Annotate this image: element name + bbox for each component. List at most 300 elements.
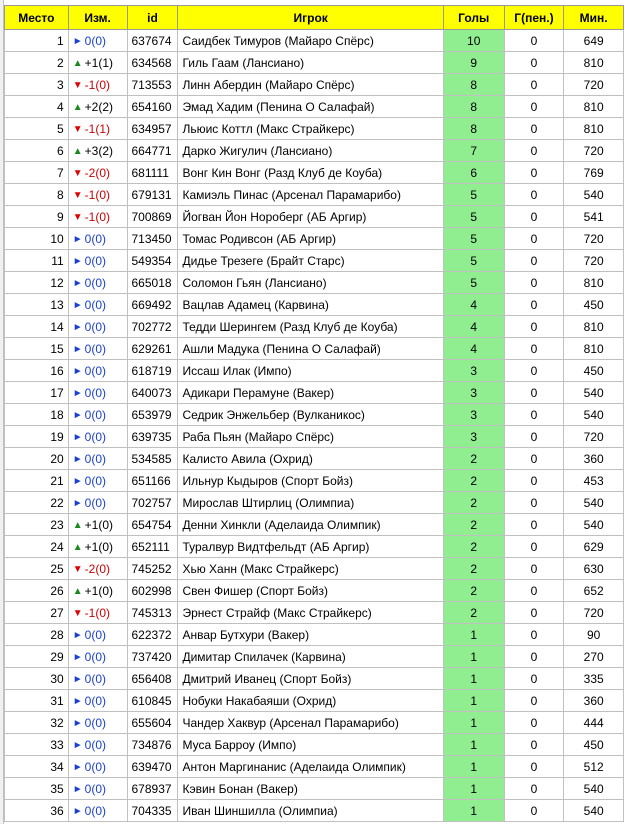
cell-player[interactable]: Йогван Йон Нороберг (АБ Аргир) [178, 206, 443, 228]
cell-pen[interactable]: 0 [504, 140, 564, 162]
cell-change[interactable] [68, 712, 127, 734]
cell-min[interactable]: 629 [564, 536, 624, 558]
cell-min[interactable]: 630 [564, 558, 624, 580]
cell-pen[interactable]: 0 [504, 118, 564, 140]
table-row[interactable] [5, 184, 624, 206]
cell-id[interactable]: 629261 [127, 338, 178, 360]
cell-id[interactable]: 702757 [127, 492, 178, 514]
cell-pen[interactable]: 0 [504, 206, 564, 228]
cell-min[interactable]: 540 [564, 404, 624, 426]
table-row[interactable] [5, 470, 624, 492]
cell-id[interactable]: 653979 [127, 404, 178, 426]
cell-min[interactable]: 810 [564, 118, 624, 140]
cell-change[interactable] [68, 492, 127, 514]
cell-change[interactable] [68, 404, 127, 426]
cell-pen[interactable]: 0 [504, 52, 564, 74]
cell-goals[interactable]: 10 [443, 30, 504, 52]
cell-min[interactable]: 90 [564, 624, 624, 646]
cell-place[interactable]: 8 [5, 184, 69, 206]
cell-goals[interactable]: 4 [443, 294, 504, 316]
cell-goals[interactable]: 2 [443, 514, 504, 536]
cell-pen[interactable]: 0 [504, 624, 564, 646]
cell-min[interactable]: 270 [564, 646, 624, 668]
cell-change[interactable] [68, 30, 127, 52]
cell-place[interactable]: 5 [5, 118, 69, 140]
table-row[interactable] [5, 756, 624, 778]
cell-change[interactable] [68, 734, 127, 756]
cell-pen[interactable]: 0 [504, 470, 564, 492]
cell-goals[interactable]: 5 [443, 228, 504, 250]
cell-id[interactable]: 702772 [127, 316, 178, 338]
cell-id[interactable]: 679131 [127, 184, 178, 206]
cell-place[interactable]: 13 [5, 294, 69, 316]
cell-pen[interactable]: 0 [504, 250, 564, 272]
cell-player[interactable]: Томас Родивсон (АБ Аргир) [178, 228, 443, 250]
cell-change[interactable] [68, 382, 127, 404]
cell-place[interactable]: 20 [5, 448, 69, 470]
cell-id[interactable]: 656408 [127, 668, 178, 690]
cell-pen[interactable]: 0 [504, 646, 564, 668]
cell-goals[interactable]: 5 [443, 184, 504, 206]
cell-place[interactable]: 9 [5, 206, 69, 228]
cell-pen[interactable]: 0 [504, 382, 564, 404]
cell-player[interactable]: Хью Ханн (Макс Страйкерс) [178, 558, 443, 580]
cell-id[interactable]: 637674 [127, 30, 178, 52]
cell-id[interactable]: 700869 [127, 206, 178, 228]
cell-id[interactable]: 534585 [127, 448, 178, 470]
cell-change[interactable] [68, 646, 127, 668]
cell-change[interactable] [68, 602, 127, 624]
cell-min[interactable]: 360 [564, 690, 624, 712]
cell-pen[interactable]: 0 [504, 272, 564, 294]
cell-pen[interactable]: 0 [504, 338, 564, 360]
cell-player[interactable]: Тедди Шерингем (Разд Клуб де Коуба) [178, 316, 443, 338]
table-row[interactable] [5, 30, 624, 52]
cell-id[interactable]: 737420 [127, 646, 178, 668]
cell-change[interactable] [68, 778, 127, 800]
cell-min[interactable]: 360 [564, 448, 624, 470]
cell-goals[interactable]: 1 [443, 712, 504, 734]
cell-goals[interactable]: 3 [443, 382, 504, 404]
cell-pen[interactable]: 0 [504, 96, 564, 118]
cell-player[interactable]: Дидье Трезеге (Брайт Старс) [178, 250, 443, 272]
cell-player[interactable]: Эрнест Страйф (Макс Страйкерс) [178, 602, 443, 624]
cell-change[interactable] [68, 668, 127, 690]
cell-min[interactable]: 540 [564, 778, 624, 800]
cell-goals[interactable]: 1 [443, 800, 504, 822]
cell-min[interactable]: 810 [564, 52, 624, 74]
cell-id[interactable]: 652111 [127, 536, 178, 558]
cell-change[interactable] [68, 74, 127, 96]
table-row[interactable] [5, 734, 624, 756]
cell-min[interactable]: 810 [564, 338, 624, 360]
cell-pen[interactable]: 0 [504, 162, 564, 184]
cell-min[interactable]: 540 [564, 514, 624, 536]
cell-place[interactable]: 14 [5, 316, 69, 338]
cell-place[interactable]: 33 [5, 734, 69, 756]
cell-player[interactable]: Чандер Хаквур (Арсенал Парамарибо) [178, 712, 443, 734]
cell-place[interactable]: 36 [5, 800, 69, 822]
cell-place[interactable]: 19 [5, 426, 69, 448]
cell-player[interactable]: Туралвур Видтфельдт (АБ Аргир) [178, 536, 443, 558]
cell-place[interactable]: 6 [5, 140, 69, 162]
table-row[interactable] [5, 690, 624, 712]
cell-player[interactable]: Дмитрий Иванец (Спорт Бойз) [178, 668, 443, 690]
cell-id[interactable]: 734876 [127, 734, 178, 756]
cell-id[interactable]: 713450 [127, 228, 178, 250]
cell-place[interactable]: 4 [5, 96, 69, 118]
cell-goals[interactable]: 5 [443, 206, 504, 228]
cell-change[interactable] [68, 250, 127, 272]
cell-pen[interactable]: 0 [504, 316, 564, 338]
header-min[interactable]: Мин. [564, 6, 624, 30]
cell-place[interactable]: 15 [5, 338, 69, 360]
cell-player[interactable]: Иван Шиншилла (Олимпиа) [178, 800, 443, 822]
header-place[interactable]: Место [5, 6, 69, 30]
cell-goals[interactable]: 1 [443, 690, 504, 712]
cell-id[interactable]: 664771 [127, 140, 178, 162]
cell-change[interactable] [68, 536, 127, 558]
cell-min[interactable]: 540 [564, 184, 624, 206]
cell-player[interactable]: Ашли Мадука (Пенина О Салафай) [178, 338, 443, 360]
cell-goals[interactable]: 2 [443, 492, 504, 514]
cell-id[interactable]: 549354 [127, 250, 178, 272]
header-pen[interactable]: Г(пен.) [504, 6, 564, 30]
table-row[interactable] [5, 382, 624, 404]
cell-goals[interactable]: 2 [443, 470, 504, 492]
cell-place[interactable]: 31 [5, 690, 69, 712]
cell-change[interactable] [68, 316, 127, 338]
cell-pen[interactable]: 0 [504, 426, 564, 448]
cell-pen[interactable]: 0 [504, 74, 564, 96]
table-row[interactable] [5, 448, 624, 470]
cell-goals[interactable]: 2 [443, 536, 504, 558]
cell-pen[interactable]: 0 [504, 404, 564, 426]
cell-pen[interactable]: 0 [504, 360, 564, 382]
cell-pen[interactable]: 0 [504, 558, 564, 580]
cell-player[interactable]: Соломон Гьян (Лансиано) [178, 272, 443, 294]
cell-min[interactable]: 512 [564, 756, 624, 778]
cell-min[interactable]: 810 [564, 272, 624, 294]
cell-pen[interactable]: 0 [504, 580, 564, 602]
cell-min[interactable]: 720 [564, 74, 624, 96]
cell-change[interactable] [68, 118, 127, 140]
cell-min[interactable]: 450 [564, 360, 624, 382]
cell-goals[interactable]: 3 [443, 360, 504, 382]
cell-place[interactable]: 7 [5, 162, 69, 184]
cell-goals[interactable]: 9 [443, 52, 504, 74]
cell-change[interactable] [68, 558, 127, 580]
cell-change[interactable] [68, 514, 127, 536]
table-row[interactable] [5, 492, 624, 514]
table-row[interactable] [5, 800, 624, 822]
cell-id[interactable]: 678937 [127, 778, 178, 800]
header-id[interactable]: id [127, 6, 178, 30]
cell-goals[interactable]: 3 [443, 426, 504, 448]
cell-place[interactable]: 2 [5, 52, 69, 74]
cell-id[interactable]: 654754 [127, 514, 178, 536]
cell-pen[interactable]: 0 [504, 184, 564, 206]
cell-id[interactable]: 745313 [127, 602, 178, 624]
cell-min[interactable]: 450 [564, 294, 624, 316]
table-row[interactable] [5, 602, 624, 624]
cell-goals[interactable]: 3 [443, 404, 504, 426]
cell-pen[interactable]: 0 [504, 668, 564, 690]
cell-player[interactable]: Антон Маргинанис (Аделаида Олимпик) [178, 756, 443, 778]
cell-pen[interactable]: 0 [504, 536, 564, 558]
cell-place[interactable]: 10 [5, 228, 69, 250]
table-row[interactable] [5, 536, 624, 558]
cell-goals[interactable]: 4 [443, 338, 504, 360]
table-row[interactable] [5, 140, 624, 162]
table-row[interactable] [5, 624, 624, 646]
cell-player[interactable]: Димитар Спилачек (Карвина) [178, 646, 443, 668]
cell-change[interactable] [68, 52, 127, 74]
cell-change[interactable] [68, 294, 127, 316]
arrow-right-icon: ► [72, 365, 83, 377]
cell-place[interactable]: 16 [5, 360, 69, 382]
cell-id[interactable]: 654160 [127, 96, 178, 118]
cell-id[interactable]: 669492 [127, 294, 178, 316]
cell-change[interactable] [68, 338, 127, 360]
cell-min[interactable]: 720 [564, 426, 624, 448]
cell-min[interactable]: 450 [564, 734, 624, 756]
cell-min[interactable]: 540 [564, 492, 624, 514]
table-row[interactable] [5, 668, 624, 690]
cell-player[interactable]: Кэвин Бонан (Вакер) [178, 778, 443, 800]
cell-id[interactable]: 681111 [127, 162, 178, 184]
cell-change[interactable] [68, 448, 127, 470]
cell-id[interactable]: 745252 [127, 558, 178, 580]
cell-pen[interactable]: 0 [504, 800, 564, 822]
cell-place[interactable]: 3 [5, 74, 69, 96]
cell-place[interactable]: 22 [5, 492, 69, 514]
cell-place[interactable]: 21 [5, 470, 69, 492]
cell-change[interactable] [68, 162, 127, 184]
arrow-up-icon: ▲ [72, 541, 83, 553]
cell-min[interactable]: 541 [564, 206, 624, 228]
cell-change[interactable] [68, 360, 127, 382]
cell-pen[interactable]: 0 [504, 514, 564, 536]
cell-id[interactable]: 634957 [127, 118, 178, 140]
cell-id[interactable]: 622372 [127, 624, 178, 646]
cell-player[interactable]: Вацлав Адамец (Карвина) [178, 294, 443, 316]
cell-change[interactable] [68, 228, 127, 250]
table-row[interactable] [5, 228, 624, 250]
cell-goals[interactable]: 8 [443, 74, 504, 96]
cell-min[interactable]: 453 [564, 470, 624, 492]
cell-id[interactable]: 639470 [127, 756, 178, 778]
cell-change[interactable] [68, 140, 127, 162]
cell-goals[interactable]: 4 [443, 316, 504, 338]
cell-change[interactable] [68, 800, 127, 822]
table-row[interactable] [5, 338, 624, 360]
cell-place[interactable]: 30 [5, 668, 69, 690]
cell-player[interactable]: Муса Барроу (Импо) [178, 734, 443, 756]
cell-pen[interactable]: 0 [504, 30, 564, 52]
change-value: 0(0) [84, 276, 107, 291]
cell-pen[interactable]: 0 [504, 448, 564, 470]
cell-change[interactable] [68, 96, 127, 118]
cell-goals[interactable]: 6 [443, 162, 504, 184]
cell-place[interactable]: 24 [5, 536, 69, 558]
cell-change[interactable] [68, 184, 127, 206]
table-row[interactable] [5, 316, 624, 338]
cell-place[interactable]: 17 [5, 382, 69, 404]
cell-change[interactable] [68, 580, 127, 602]
cell-player[interactable]: Дарко Жигулич (Лансиано) [178, 140, 443, 162]
cell-player[interactable]: Нобуки Накабаяши (Охрид) [178, 690, 443, 712]
cell-place[interactable]: 32 [5, 712, 69, 734]
cell-place[interactable]: 26 [5, 580, 69, 602]
cell-min[interactable]: 810 [564, 96, 624, 118]
cell-goals[interactable]: 1 [443, 756, 504, 778]
cell-place[interactable]: 18 [5, 404, 69, 426]
cell-player[interactable]: Саидбек Тимуров (Майаро Спёрс) [178, 30, 443, 52]
cell-goals[interactable]: 1 [443, 778, 504, 800]
cell-pen[interactable]: 0 [504, 492, 564, 514]
cell-pen[interactable]: 0 [504, 734, 564, 756]
cell-goals[interactable]: 2 [443, 602, 504, 624]
table-row[interactable] [5, 404, 624, 426]
cell-id[interactable]: 634568 [127, 52, 178, 74]
cell-player[interactable]: Гиль Гаам (Лансиано) [178, 52, 443, 74]
cell-pen[interactable]: 0 [504, 756, 564, 778]
cell-change[interactable] [68, 206, 127, 228]
table-row[interactable] [5, 118, 624, 140]
cell-id[interactable]: 618719 [127, 360, 178, 382]
cell-change[interactable] [68, 272, 127, 294]
cell-change[interactable] [68, 690, 127, 712]
cell-player[interactable]: Вонг Кин Вонг (Разд Клуб де Коуба) [178, 162, 443, 184]
table-row[interactable] [5, 580, 624, 602]
cell-player[interactable]: Денни Хинкли (Аделаида Олимпик) [178, 514, 443, 536]
cell-goals[interactable]: 2 [443, 448, 504, 470]
cell-place[interactable]: 27 [5, 602, 69, 624]
cell-change[interactable] [68, 624, 127, 646]
cell-pen[interactable]: 0 [504, 228, 564, 250]
cell-goals[interactable]: 1 [443, 668, 504, 690]
cell-player[interactable]: Иссаш Илак (Импо) [178, 360, 443, 382]
cell-pen[interactable]: 0 [504, 690, 564, 712]
cell-min[interactable]: 540 [564, 382, 624, 404]
cell-goals[interactable]: 1 [443, 624, 504, 646]
cell-place[interactable]: 12 [5, 272, 69, 294]
cell-player[interactable]: Ильнур Кыдыров (Спорт Бойз) [178, 470, 443, 492]
cell-id[interactable]: 602998 [127, 580, 178, 602]
cell-player[interactable]: Раба Пьян (Майаро Спёрс) [178, 426, 443, 448]
cell-player[interactable]: Льюис Коттл (Макс Страйкерс) [178, 118, 443, 140]
cell-change[interactable] [68, 426, 127, 448]
change-indicator [73, 320, 106, 334]
cell-id[interactable]: 610845 [127, 690, 178, 712]
cell-place[interactable]: 11 [5, 250, 69, 272]
cell-goals[interactable]: 1 [443, 734, 504, 756]
cell-player[interactable]: Анвар Бутхури (Вакер) [178, 624, 443, 646]
cell-player[interactable]: Камиэль Пинас (Арсенал Парамарибо) [178, 184, 443, 206]
cell-player[interactable]: Свен Фишер (Спорт Бойз) [178, 580, 443, 602]
cell-player[interactable]: Эмад Хадим (Пенина О Салафай) [178, 96, 443, 118]
cell-pen[interactable]: 0 [504, 778, 564, 800]
cell-goals[interactable]: 8 [443, 118, 504, 140]
cell-pen[interactable]: 0 [504, 712, 564, 734]
table-row[interactable] [5, 272, 624, 294]
cell-place[interactable]: 23 [5, 514, 69, 536]
table-row[interactable] [5, 646, 624, 668]
table-row[interactable] [5, 96, 624, 118]
cell-player[interactable]: Адикари Перамуне (Вакер) [178, 382, 443, 404]
cell-place[interactable]: 35 [5, 778, 69, 800]
cell-min[interactable]: 720 [564, 250, 624, 272]
cell-min[interactable]: 720 [564, 602, 624, 624]
table-row[interactable] [5, 250, 624, 272]
cell-id[interactable]: 713553 [127, 74, 178, 96]
cell-goals[interactable]: 1 [443, 646, 504, 668]
cell-place[interactable]: 1 [5, 30, 69, 52]
cell-min[interactable]: 444 [564, 712, 624, 734]
cell-player[interactable]: Седрик Энжельбер (Вулканикос) [178, 404, 443, 426]
cell-player[interactable]: Линн Абердин (Майаро Спёрс) [178, 74, 443, 96]
cell-id[interactable]: 640073 [127, 382, 178, 404]
header-goals[interactable]: Голы [443, 6, 504, 30]
table-row[interactable] [5, 712, 624, 734]
cell-goals[interactable]: 2 [443, 558, 504, 580]
cell-min[interactable]: 652 [564, 580, 624, 602]
change-indicator [73, 56, 113, 70]
cell-goals[interactable]: 5 [443, 272, 504, 294]
cell-min[interactable]: 810 [564, 316, 624, 338]
table-row[interactable] [5, 426, 624, 448]
cell-goals[interactable]: 2 [443, 580, 504, 602]
table-row[interactable] [5, 206, 624, 228]
cell-player[interactable]: Калисто Авила (Охрид) [178, 448, 443, 470]
header-player[interactable]: Игрок [178, 6, 443, 30]
cell-place[interactable]: 29 [5, 646, 69, 668]
cell-min[interactable]: 335 [564, 668, 624, 690]
table-row[interactable] [5, 52, 624, 74]
table-row[interactable] [5, 778, 624, 800]
table-row[interactable] [5, 514, 624, 536]
cell-id[interactable]: 651166 [127, 470, 178, 492]
cell-change[interactable] [68, 470, 127, 492]
cell-pen[interactable]: 0 [504, 602, 564, 624]
cell-goals[interactable]: 5 [443, 250, 504, 272]
cell-goals[interactable]: 7 [443, 140, 504, 162]
cell-id[interactable]: 704335 [127, 800, 178, 822]
cell-min[interactable]: 769 [564, 162, 624, 184]
header-change[interactable]: Изм. [68, 6, 127, 30]
cell-pen[interactable]: 0 [504, 294, 564, 316]
cell-min[interactable]: 720 [564, 228, 624, 250]
table-row[interactable] [5, 162, 624, 184]
cell-min[interactable]: 540 [564, 800, 624, 822]
cell-place[interactable]: 34 [5, 756, 69, 778]
table-row[interactable] [5, 294, 624, 316]
cell-id[interactable]: 639735 [127, 426, 178, 448]
table-row[interactable] [5, 74, 624, 96]
cell-goals[interactable]: 8 [443, 96, 504, 118]
cell-player[interactable]: Мирослав Штирлиц (Олимпиа) [178, 492, 443, 514]
cell-place[interactable]: 28 [5, 624, 69, 646]
cell-change[interactable] [68, 756, 127, 778]
cell-min[interactable]: 720 [564, 140, 624, 162]
cell-id[interactable]: 655604 [127, 712, 178, 734]
table-row[interactable] [5, 360, 624, 382]
cell-id[interactable]: 665018 [127, 272, 178, 294]
cell-min[interactable]: 649 [564, 30, 624, 52]
table-row[interactable] [5, 558, 624, 580]
cell-place[interactable]: 25 [5, 558, 69, 580]
